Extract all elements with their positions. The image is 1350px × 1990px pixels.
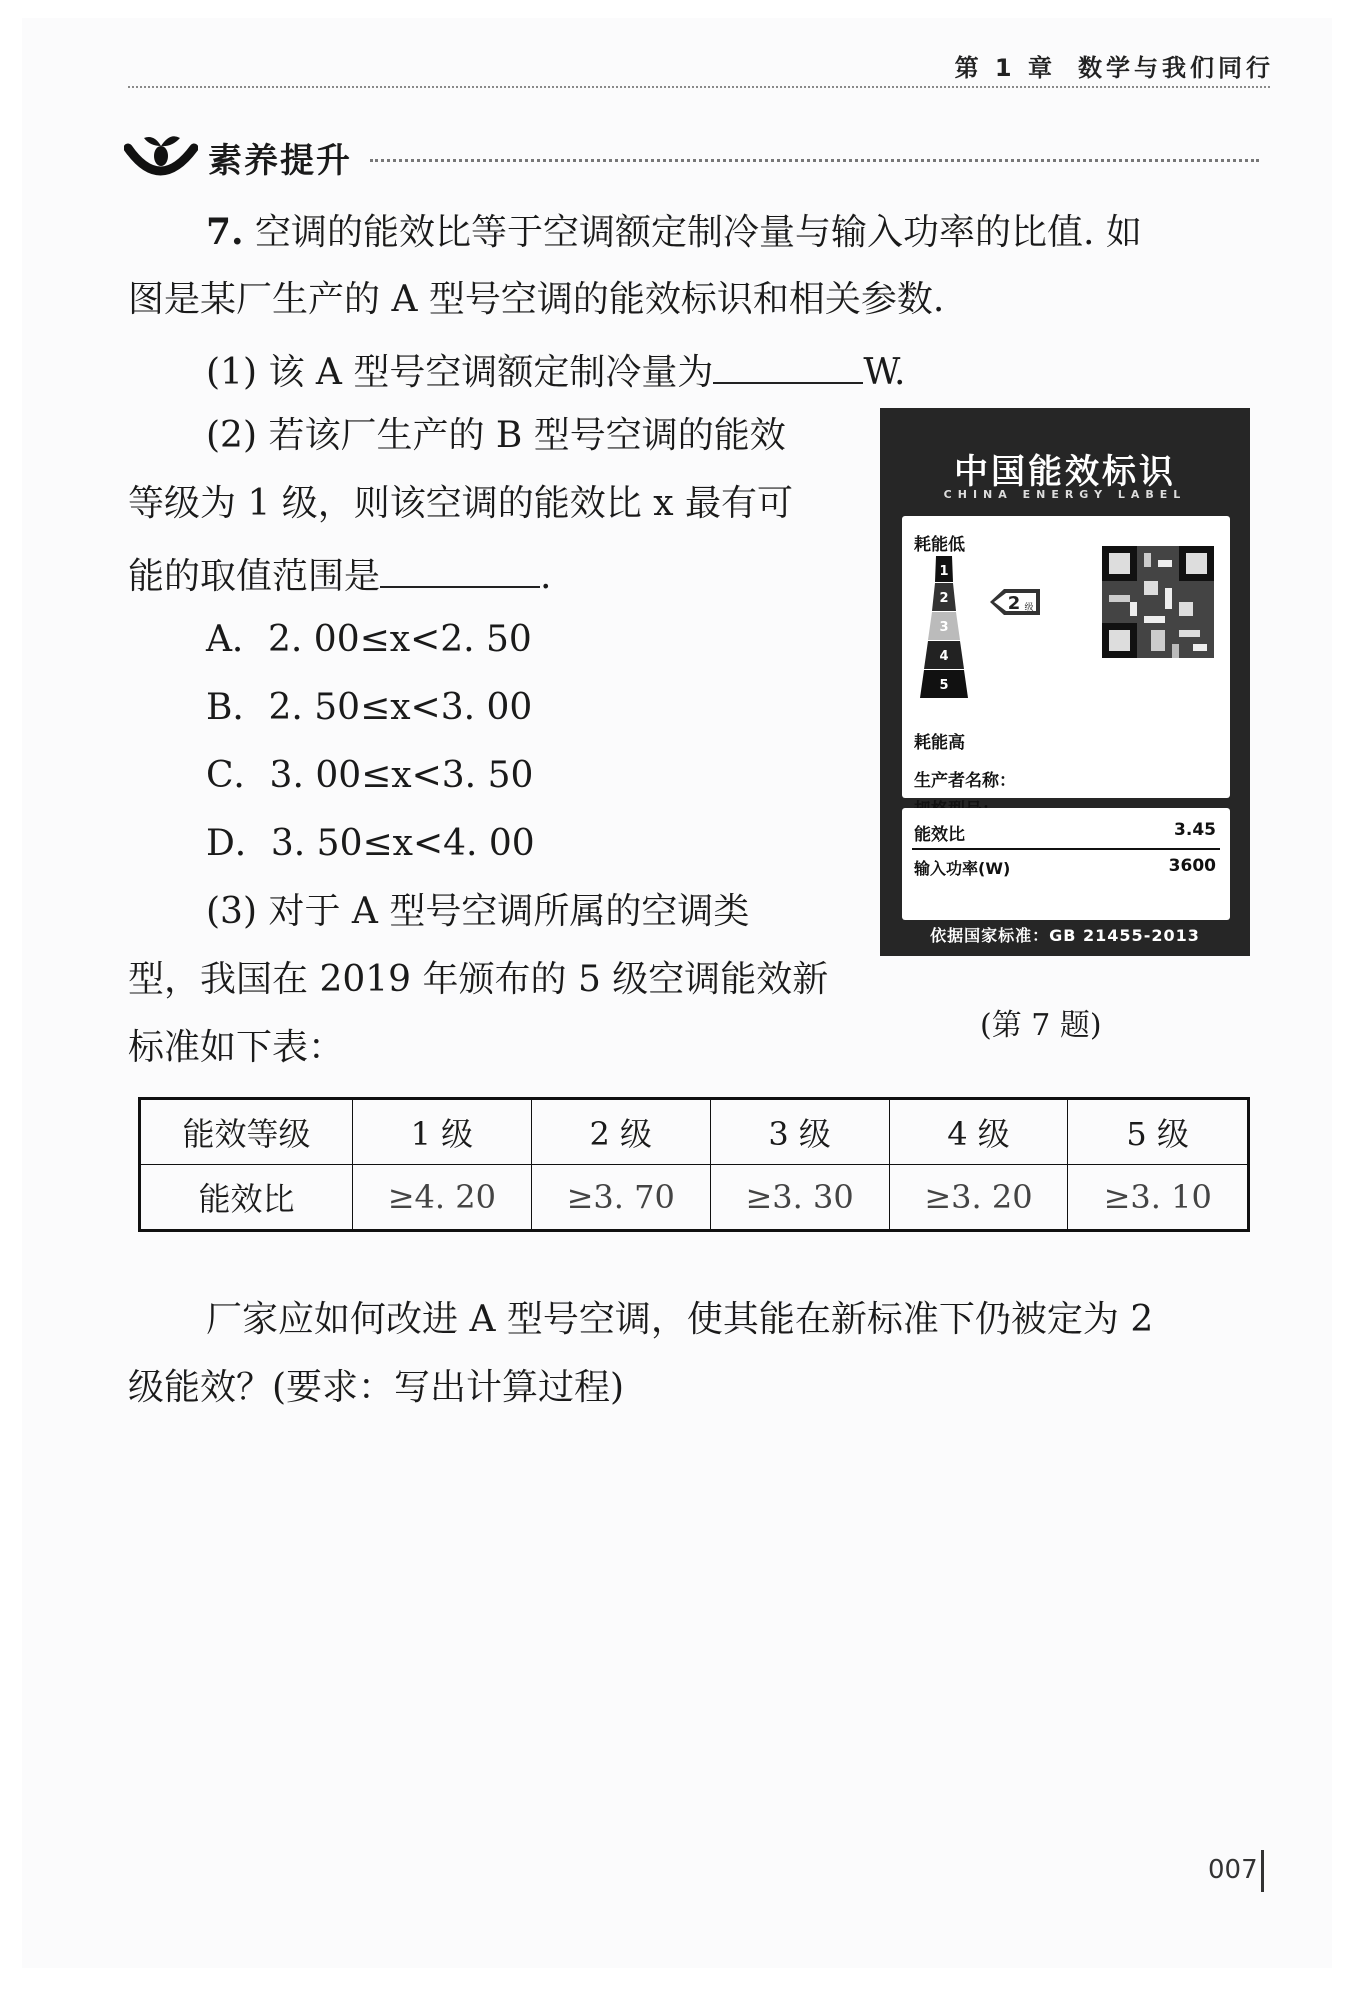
part1-unit: W. [863, 352, 906, 393]
part3-line2: 型，我国在 2019 年颁布的 5 级空调能效新 [128, 959, 829, 1000]
table-value-cell: ≥3. 30 [710, 1165, 889, 1231]
table-header-cell: 能效等级 [140, 1099, 353, 1165]
table-value-cell: ≥3. 10 [1068, 1165, 1249, 1231]
table-row-label-cell: 能效比 [140, 1165, 353, 1231]
label-grade-panel [902, 516, 1230, 798]
sprout-icon [124, 132, 198, 182]
page-number-bar [1261, 1850, 1264, 1892]
running-header [955, 48, 1274, 83]
table-row [140, 1165, 1249, 1231]
question-number: 7. [206, 211, 244, 253]
page-number: 007 [1208, 1855, 1258, 1885]
header-divider [128, 86, 1270, 88]
grade-unit-text: 级 [1024, 603, 1034, 613]
low-consumption-text: 耗能低 [914, 535, 965, 555]
part1-text: (1) 该 A 型号空调额定制冷量为 [206, 352, 714, 393]
table-value-cell: ≥3. 20 [889, 1165, 1068, 1231]
option-text: 3. 00≤x<3. 50 [269, 755, 534, 796]
standard-text: 依据国家标准：GB 21455-2013 [930, 926, 1200, 945]
part3-line3: 标准如下表： [128, 1027, 345, 1068]
part3-line1: (3) 对于 A 型号空调所属的空调类 [206, 891, 750, 932]
part1-answer-blank[interactable] [713, 348, 863, 384]
table-row [140, 1099, 1249, 1165]
table-grade-cell: 1 级 [352, 1099, 531, 1165]
option-text: 2. 00≤x<2. 50 [268, 619, 532, 660]
table-value-cell: ≥3. 70 [531, 1165, 710, 1231]
section-title: 素养提升 [208, 140, 352, 181]
grade-4-text: 4 [939, 649, 949, 664]
part2-period: . [540, 556, 552, 597]
option-letter: B． [206, 687, 269, 728]
label-subtitle: CHINA ENERGY LABEL [943, 488, 1187, 501]
option-d[interactable] [206, 824, 535, 864]
qr-code-icon [1102, 546, 1214, 658]
table-grade-cell: 3 级 [710, 1099, 889, 1165]
part2-line1: (2) 若该厂生产的 B 型号空调的能效 [206, 415, 786, 456]
panel-divider [912, 848, 1220, 850]
option-letter: D． [206, 823, 271, 864]
power-value: 3600 [1168, 856, 1216, 876]
label-title: 中国能效标识 [954, 452, 1176, 492]
grade-5-text: 5 [939, 678, 949, 693]
chapter-number: 第 1 章 [954, 54, 1056, 82]
energy-label-figure [880, 408, 1250, 956]
section-heading [124, 132, 1259, 182]
option-b[interactable] [206, 688, 532, 728]
part1 [206, 348, 905, 393]
efficiency-standard-table [138, 1097, 1250, 1232]
question-intro-line2: 图是某厂生产的 A 型号空调的能效标识和相关参数. [128, 279, 945, 320]
part2-answer-blank[interactable] [380, 552, 540, 588]
option-a[interactable] [206, 620, 532, 660]
power-label: 输入功率(W) [914, 859, 1011, 878]
option-text: 2. 50≤x<3. 00 [268, 687, 533, 728]
option-letter: C． [206, 755, 270, 796]
grade-bar-icon [914, 556, 1064, 716]
final-question-line1: 厂家应如何改进 A 型号空调，使其能在新标准下仍被定为 2 [206, 1299, 1154, 1340]
option-c[interactable] [206, 756, 533, 796]
table-value-cell: ≥4. 20 [352, 1165, 531, 1231]
current-grade-text: 2 [1007, 593, 1021, 614]
option-letter: A． [206, 619, 268, 660]
question-intro-line1 [206, 212, 1142, 253]
table-grade-cell: 2 级 [531, 1099, 710, 1165]
figure-caption: (第 7 题) [980, 1008, 1102, 1043]
chapter-title: 数学与我们同行 [1078, 54, 1274, 82]
grade-2-text: 2 [939, 591, 949, 606]
efficiency-label: 能效比 [914, 825, 965, 845]
table-grade-cell: 4 级 [889, 1099, 1068, 1165]
grade-1-text: 1 [939, 564, 949, 579]
label-parameter-panel [902, 808, 1230, 920]
grade-3-text: 3 [939, 620, 949, 635]
option-text: 3. 50≤x<4. 00 [270, 823, 535, 864]
manufacturer-label: 生产者名称： [914, 771, 1016, 791]
part2-text: 能的取值范围是 [128, 556, 381, 597]
high-consumption-text: 耗能高 [914, 733, 965, 753]
intro-text-1: 空调的能效比等于空调额定制冷量与输入功率的比值. 如 [255, 212, 1142, 253]
efficiency-value: 3.45 [1174, 820, 1216, 840]
section-divider [370, 159, 1259, 162]
part2-line2: 等级为 1 级，则该空调的能效比 x 最有可 [128, 483, 793, 524]
final-question-line2: 级能效？(要求：写出计算过程) [128, 1367, 625, 1408]
table-grade-cell: 5 级 [1068, 1099, 1249, 1165]
part2-line3 [128, 552, 551, 597]
